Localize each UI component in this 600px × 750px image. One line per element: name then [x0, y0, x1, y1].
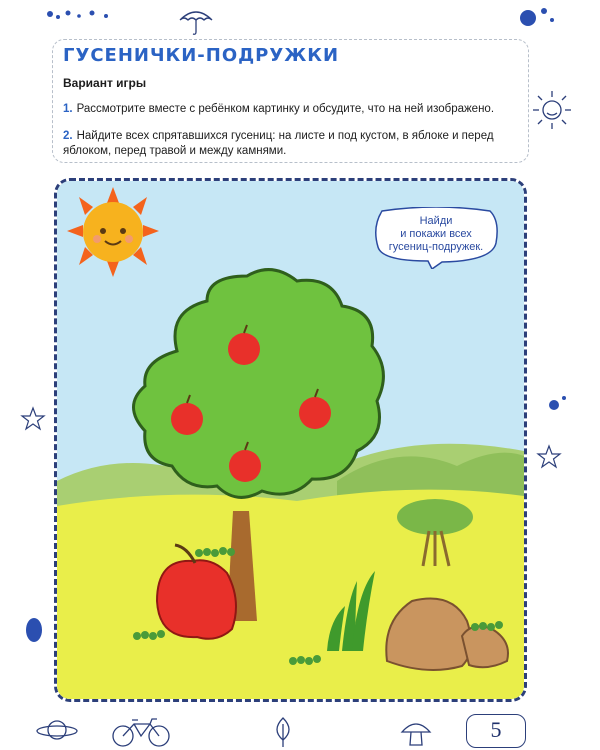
step-text: Рассмотрите вместе с ребёнком картинку и обсудите, что на ней изображено.	[76, 103, 495, 115]
instruction-step	[63, 102, 518, 117]
sun-icon	[67, 187, 159, 277]
activity-subtitle: Вариант игры	[63, 76, 147, 90]
speech-bubble-text	[378, 215, 494, 254]
step-number: 2.	[63, 130, 73, 142]
instruction-step	[63, 129, 518, 159]
bubble-line: Найди	[419, 215, 453, 227]
tree-doodle-icon	[268, 716, 298, 748]
star-icon	[20, 406, 46, 432]
mushroom-icon	[398, 718, 434, 748]
ink-splatter-icon	[512, 4, 562, 30]
ink-splatter-icon	[540, 392, 570, 416]
step-number: 1.	[63, 103, 73, 115]
sun-doodle-icon	[530, 88, 574, 132]
bubble-line: гусениц-подружек.	[388, 241, 484, 253]
planet-icon	[34, 714, 80, 746]
bubble-line: и покажи всех	[400, 228, 472, 240]
step-text: Найдите всех спрятавшихся гусениц: на листе и под кустом, в яблоке и перед яблоком, перед травой и между камнями.	[63, 130, 494, 157]
ink-splatter-icon	[44, 4, 114, 24]
umbrella-icon	[176, 4, 216, 36]
ink-splatter-icon	[22, 612, 48, 646]
instruction-box	[52, 39, 529, 163]
page-number: 5	[466, 714, 526, 748]
bicycle-icon	[110, 716, 172, 748]
star-icon	[536, 444, 562, 470]
activity-title: ГУСЕНИЧКИ-ПОДРУЖКИ	[63, 45, 340, 66]
